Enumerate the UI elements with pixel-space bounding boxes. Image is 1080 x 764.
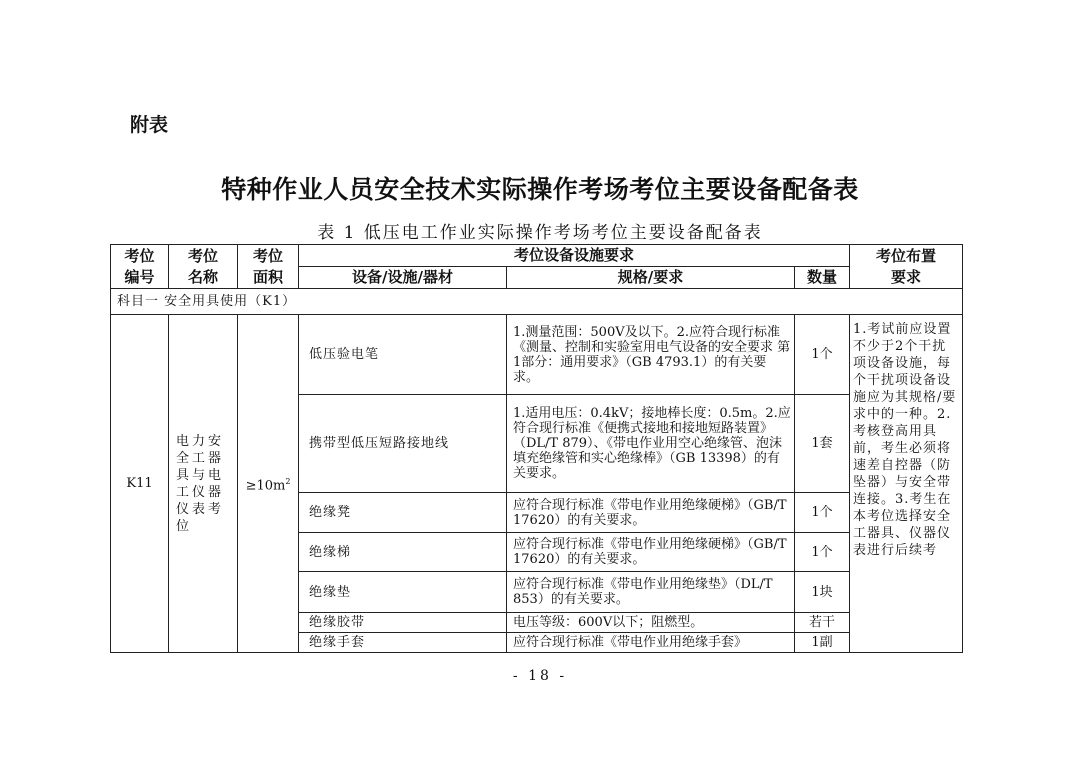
header-layout: 考位布置 要求 — [850, 245, 963, 289]
equipment-qty: 1副 — [795, 633, 850, 653]
equipment-qty: 1块 — [795, 572, 850, 613]
equipment-name: 绝缘胶带 — [299, 613, 507, 633]
header-equipment: 设备/设施/器材 — [299, 267, 507, 289]
equipment-qty: 1套 — [795, 395, 850, 493]
equipment-spec: 1.测量范围：500V及以下。2.应符合现行标准《测量、控制和实验室用电气设备的安全要求 第1部分：通用要求》（GB 4793.1）的有关要求。 — [507, 315, 795, 395]
equipment-spec: 电压等级：600V以下；阻燃型。 — [507, 613, 795, 633]
layout-requirements: 1.考试前应设置不少于2个干扰项设备设施，每个干扰项设备设施应为其规格/要求中的一种。2.考核登高用具前，考生必须将速差自控器（防坠器）与安全带连接。3.考生在本考位选择安全工器具、仪器仪表进行后续考 — [850, 315, 963, 653]
subject-label: 科目一 安全用具使用（K1） — [111, 289, 963, 315]
equipment-name: 绝缘凳 — [299, 493, 507, 533]
subject-row — [111, 289, 963, 315]
equipment-qty: 若干 — [795, 613, 850, 633]
equipment-name: 绝缘垫 — [299, 572, 507, 613]
equipment-spec: 应符合现行标准《带电作业用绝缘手套》 — [507, 633, 795, 653]
document-title: 特种作业人员安全技术实际操作考场考位主要设备配备表 — [221, 175, 859, 204]
equipment-qty: 1个 — [795, 493, 850, 533]
page-number: - 18 - — [512, 668, 568, 684]
station-area: $\ge 10m^2$ — [238, 315, 299, 653]
equipment-spec: 应符合现行标准《带电作业用绝缘硬梯》（GB/T 17620）的有关要求。 — [507, 533, 795, 572]
equipment-spec: 1.适用电压：0.4kV；接地棒长度：0.5m。2.应符合现行标准《便携式接地和接地短路装置》（DL/T 879）、《带电作业用空心绝缘管、泡沫填充绝缘管和实心绝缘棒》（GB 13398）的有关要求。 — [507, 395, 795, 493]
equipment-name: 携带型低压短路接地线 — [299, 395, 507, 493]
header-station-area: 考位 面积 — [238, 245, 299, 289]
header-station-name: 考位 名称 — [169, 245, 238, 289]
equipment-spec: 应符合现行标准《带电作业用绝缘垫》（DL/T 853）的有关要求。 — [507, 572, 795, 613]
table-row — [111, 315, 963, 395]
equipment-table — [110, 244, 963, 653]
header-qty: 数量 — [795, 267, 850, 289]
equipment-spec: 应符合现行标准《带电作业用绝缘硬梯》（GB/T 17620）的有关要求。 — [507, 493, 795, 533]
equipment-qty: 1个 — [795, 315, 850, 395]
table-caption: 表 1 低压电工作业实际操作考场考位主要设备配备表 — [317, 223, 763, 243]
equipment-qty: 1个 — [795, 533, 850, 572]
equipment-name: 绝缘梯 — [299, 533, 507, 572]
appendix-label: 附表 — [130, 114, 169, 136]
header-spec: 规格/要求 — [507, 267, 795, 289]
station-name: 电力安全工器具与电工仪器仪表考位 — [169, 315, 238, 653]
station-code: K11 — [111, 315, 169, 653]
header-row-1 — [111, 245, 963, 267]
equipment-name: 低压验电笔 — [299, 315, 507, 395]
header-station-code: 考位 编号 — [111, 245, 169, 289]
header-equipment-group: 考位设备设施要求 — [299, 245, 850, 267]
equipment-name: 绝缘手套 — [299, 633, 507, 653]
